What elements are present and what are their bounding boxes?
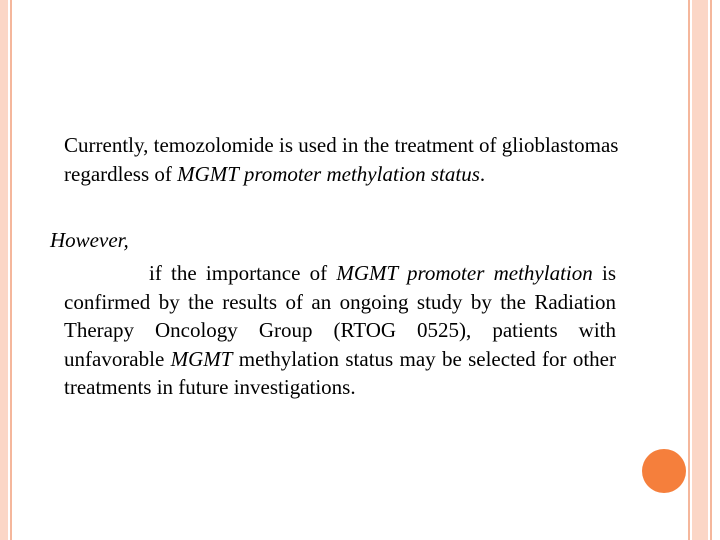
para2-italic-mgmt: MGMT bbox=[170, 346, 233, 371]
however-label: However, bbox=[50, 228, 129, 252]
paragraph-current-treatment bbox=[64, 131, 620, 188]
para1-text-a: Currently, temozolomide is used in the treatment of glioblastomas regardless of bbox=[64, 133, 619, 186]
para1-italic-mgmt-status: MGMT promoter methylation status bbox=[177, 161, 480, 186]
para1-text-b: . bbox=[479, 161, 486, 186]
para2-text-b: is confirmed by the results of an ongoing study by the Radiation Therapy Oncology Group (RTOG 0525), patients with unfavorable bbox=[64, 261, 616, 371]
para2-text-a: if the importance of bbox=[149, 261, 337, 285]
paragraph-future-investigations bbox=[64, 259, 616, 402]
para2-italic-mgmt-methylation: MGMT promoter methylation bbox=[336, 261, 593, 285]
para2-text-c: methylation status may be selected for other treatments in future investigations. bbox=[64, 346, 616, 399]
